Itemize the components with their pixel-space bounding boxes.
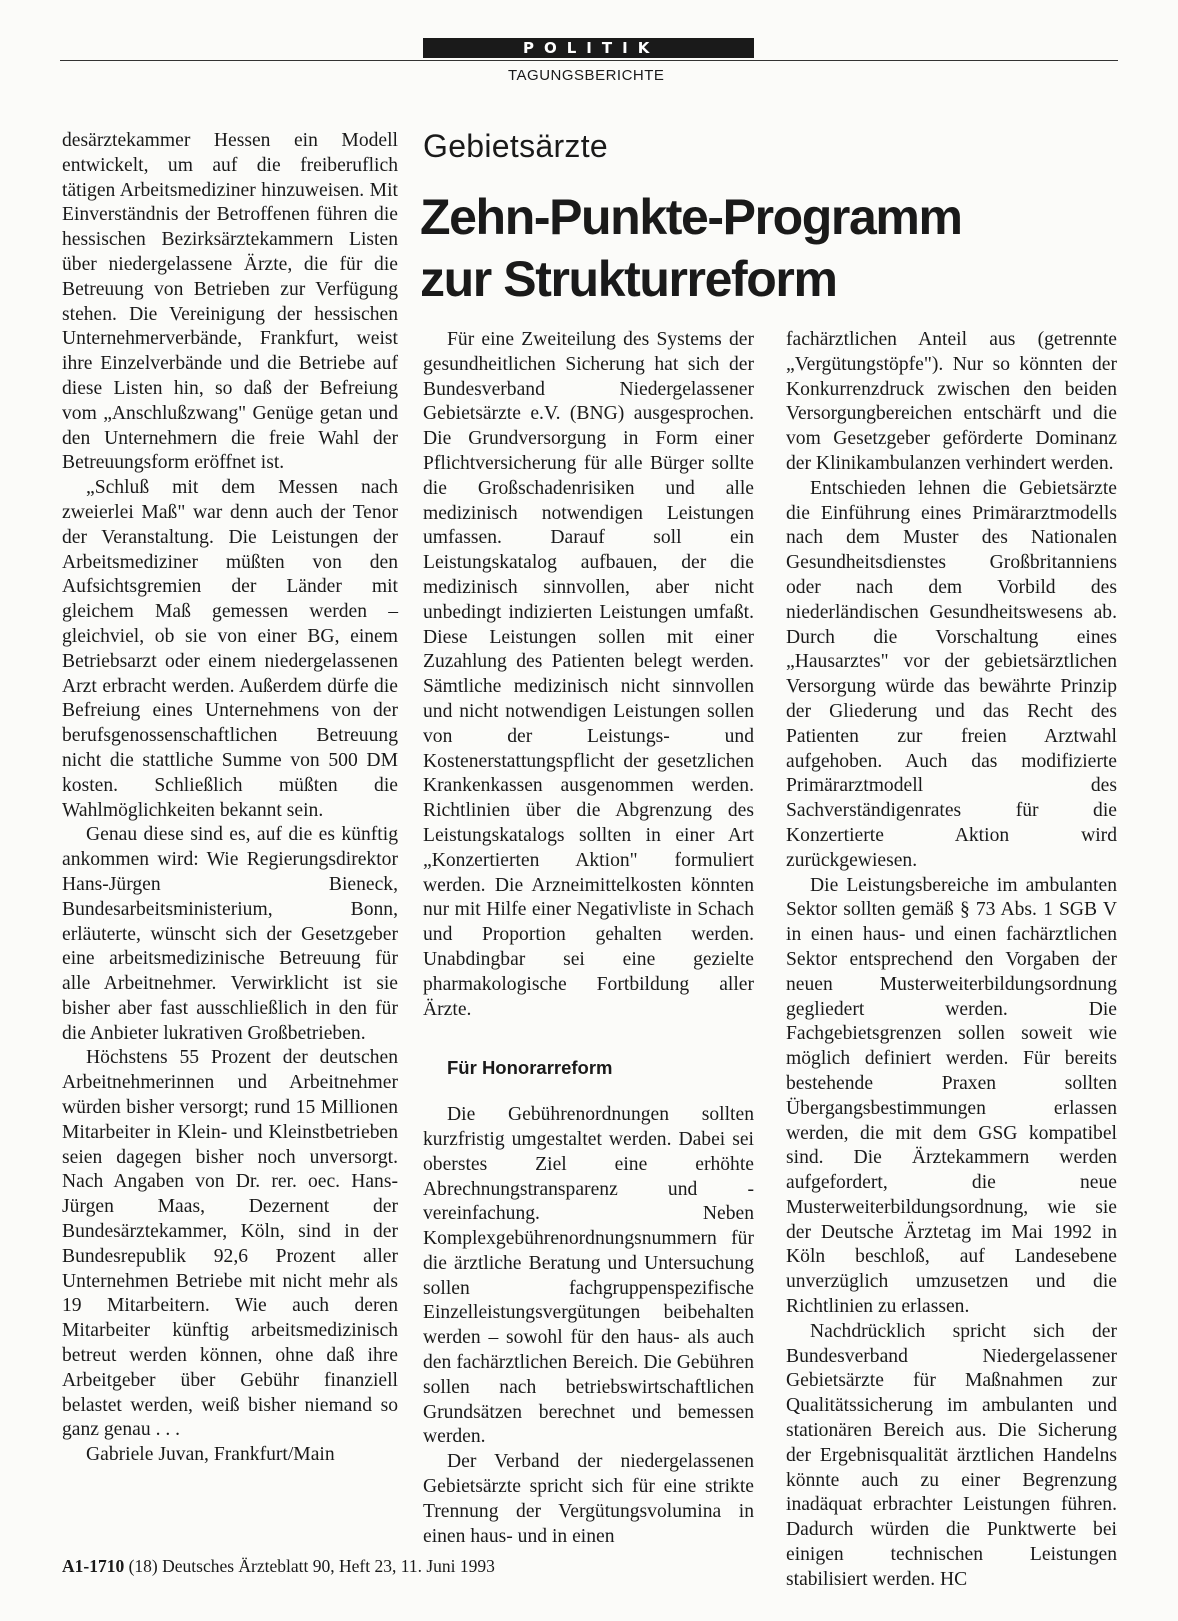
- right-paragraph: fachärztlichen Anteil aus (getrennte „Vergütungstöpfe"). Nur so könnten der Konkurrenzdruck zwischen den beiden Versorgungbereichen entschärft und die vom Gesetzgeber geförderte Dominanz der Klinikambulanzen verhindert werden.: [786, 329, 1117, 474]
- left-paragraph: Höchstens 55 Prozent der deutschen Arbeitnehmerinnen und Arbeitnehmer würden bisher versorgt; rund 15 Millionen Mitarbeiter in Klein- und Kleinstbetrieben seien dagegen bisher noch unversorgt. Nach Angaben von Dr. rer. oec. Hans-Jürgen Maas, Dezernent der Bundesärztekammer, Köln, sind in der Bundesrepublik 92,6 Prozent aller Unternehmen Betriebe mit nicht mehr als 19 Mitarbeitern. Wie auch deren Mitarbeiter künftig arbeitsmedizinisch betreut werden können, ohne daß ihre Arbeitgeber über Gebühr finanziell belastet werden, weiß bisher niemand so ganz genau . . .: [62, 1047, 398, 1441]
- article-kicker: Gebietsärzte: [423, 128, 609, 164]
- journal-citation: (18) Deutsches Ärzteblatt 90, Heft 23, 11. Juni 1993: [128, 1556, 495, 1576]
- title-line-2: zur Strukturreform: [420, 251, 837, 307]
- right-column: [786, 328, 1117, 1593]
- middle-column: [423, 328, 754, 1549]
- page-footer: [62, 1556, 495, 1577]
- left-column: [62, 129, 398, 1468]
- header-rule: [60, 60, 1118, 61]
- right-paragraph: Nachdrücklich spricht sich der Bundesverband Niedergelassener Gebietsärzte für Maßnahmen zur Qualitätssicherung im ambulanten und stationären Bereich aus. Die Sicherung der Ergebnisqualität ärztlichen Handelns könnte auch zu einer Begrenzung inadäquat erbrachter Leistungen führen. Dadurch würden die Punktwerte bei einigen technischen Leistungen stabilisiert werden. HC: [786, 1320, 1117, 1590]
- left-paragraph: „Schluß mit dem Messen nach zweierlei Maß" war denn auch der Tenor der Veranstaltung. Die Leistungen der Arbeitsmediziner müßten von den Aufsichtsgremien der Länder mit gleichem Maß gemessen werden – gleichviel, ob sie von einer BG, einem Betriebsarzt oder einem niedergelassenen Arzt erbracht werden. Außerdem dürfe die Befreiung eines Unternehmens von der berufsgenossenschaftlichen Betreuung nicht die stattliche Summe von 500 DM kosten. Schließlich müßten die Wahlmöglichkeiten bekannt sein.: [62, 477, 398, 821]
- middle-paragraph: Der Verband der niedergelassenen Gebietsärzte spricht sich für eine strikte Trennung der Vergütungsvolumina in einen haus- und in einen: [423, 1451, 754, 1547]
- author-line: Gabriele Juvan, Frankfurt/Main: [86, 1444, 335, 1466]
- article-title: [420, 186, 1120, 310]
- left-paragraph: desärztekammer Hessen ein Modell entwickelt, um auf die freiberuflich tätigen Arbeitsmediziner hinzuweisen. Mit Einverständnis der Betroffenen führen die hessischen Bezirksärztekammern Listen über niedergelassene Ärzte, die für die Betreuung von Betrieben zur Verfügung stehen. Die Vereinigung der hessischen Unternehmerverbände, Frankfurt, weist ihre Einzelverbände und die Betriebe auf diese Listen hin, so daß der Befreiung vom „Anschlußzwang" Genüge getan und den Unternehmern die freie Wahl der Betreuungsform eröffnet ist.: [62, 130, 398, 474]
- section-label: POLITIK: [423, 38, 754, 58]
- left-paragraph: Genau diese sind es, auf die es künftig ankommen wird: Wie Regierungsdirektor Hans-Jürgen Bieneck, Bundesarbeitsministerium, Bonn, erläuterte, wünscht sich der Gesetzgeber eine arbeitsmedizinische Betreuung für alle Arbeitnehmer. Verwirklicht ist sie bisher aber fast ausschließlich in den für die Anbieter lukrativen Großbetrieben.: [62, 824, 398, 1044]
- middle-paragraph: Für eine Zweiteilung des Systems der gesundheitlichen Sicherung hat sich der Bundesverband Niedergelassener Gebietsärzte e.V. (BNG) ausgesprochen. Die Grundversorgung in Form einer Pflichtversicherung für alle Bürger sollte die Großschadenrisiken und alle medizinisch notwendigen Leistungen umfassen. Darauf soll ein Leistungskatalog aufbauen, der die medizinisch sinnvollen, aber nicht unbedingt indizierten Leistungen umfaßt. Diese Leistungen sollen mit einer Zuzahlung des Patienten belegt werden. Sämtliche medizinisch nicht sinnvollen und nicht notwendigen Leistungen sollen von der Leistungs- und Kostenerstattungspflicht der gesetzlichen Krankenkassen ausgenommen werden. Richtlinien über die Abgrenzung des Leistungskatalogs sollten in einer Art „Konzertierten Aktion" formuliert werden. Die Arzneimittelkosten könnten nur mit Hilfe einer Negativliste in Schach und Proportion gehalten werden. Unabdingbar sei eine gezielte pharmakologische Fortbildung aller Ärzte.: [423, 329, 754, 1020]
- subsection-label: TAGUNGSBERICHTE: [508, 67, 665, 84]
- section-subheading: Für Honorarreform: [447, 1057, 613, 1079]
- right-paragraph: Entschieden lehnen die Gebietsärzte die Einführung eines Primärarztmodells nach dem Muster des Nationalen Gesundheitsdienstes Großbritanniens oder nach dem Vorbild des niederländischen Gesundheitswesens ab. Durch die Vorschaltung eines „Hausarztes" vor der gebietsärztlichen Versorgung würde das bewährte Prinzip der Gliederung und das Recht des Patienten zur freien Arztwahl aufgehoben. Auch das modifizierte Primärarztmodell des Sachverständigenrates für die Konzertierte Aktion wird zurückgewiesen.: [786, 477, 1117, 871]
- page-reference: A1-1710: [62, 1556, 125, 1576]
- title-line-1: Zehn-Punkte-Programm: [420, 189, 962, 245]
- middle-paragraph: Die Gebührenordnungen sollten kurzfristig umgestaltet werden. Dabei sei oberstes Ziel eine erhöhte Abrechnungstransparenz und -vereinfachung. Neben Komplexgebührenordnungsnummern für die ärztliche Beratung und Untersuchung sollen fachgruppenspezifische Einzelleistungsvergütungen beibehalten werden – sowohl für den haus- als auch den fachärztlichen Bereich. Die Gebühren sollen nach betriebswirtschaftlichen Grundsätzen berechnet und bemessen werden.: [423, 1104, 754, 1448]
- right-paragraph: Die Leistungsbereiche im ambulanten Sektor sollten gemäß § 73 Abs. 1 SGB V in einen haus- und einen fachärztlichen Sektor entsprechend den Vorgaben der neuen Musterweiterbildungsordnung gegliedert werden. Die Fachgebietsgrenzen sollen soweit wie möglich definiert werden. Für bereits bestehende Praxen sollten Übergangsbestimmungen erlassen werden, die mit dem GSG kompatibel sind. Die Ärztekammern werden aufgefordert, die neue Musterweiterbildungsordnung, wie sie der Deutsche Ärztetag im Mai 1992 in Köln beschloß, auf Landesebene unverzüglich umzusetzen und die Richtlinien zu erlassen.: [786, 874, 1117, 1318]
